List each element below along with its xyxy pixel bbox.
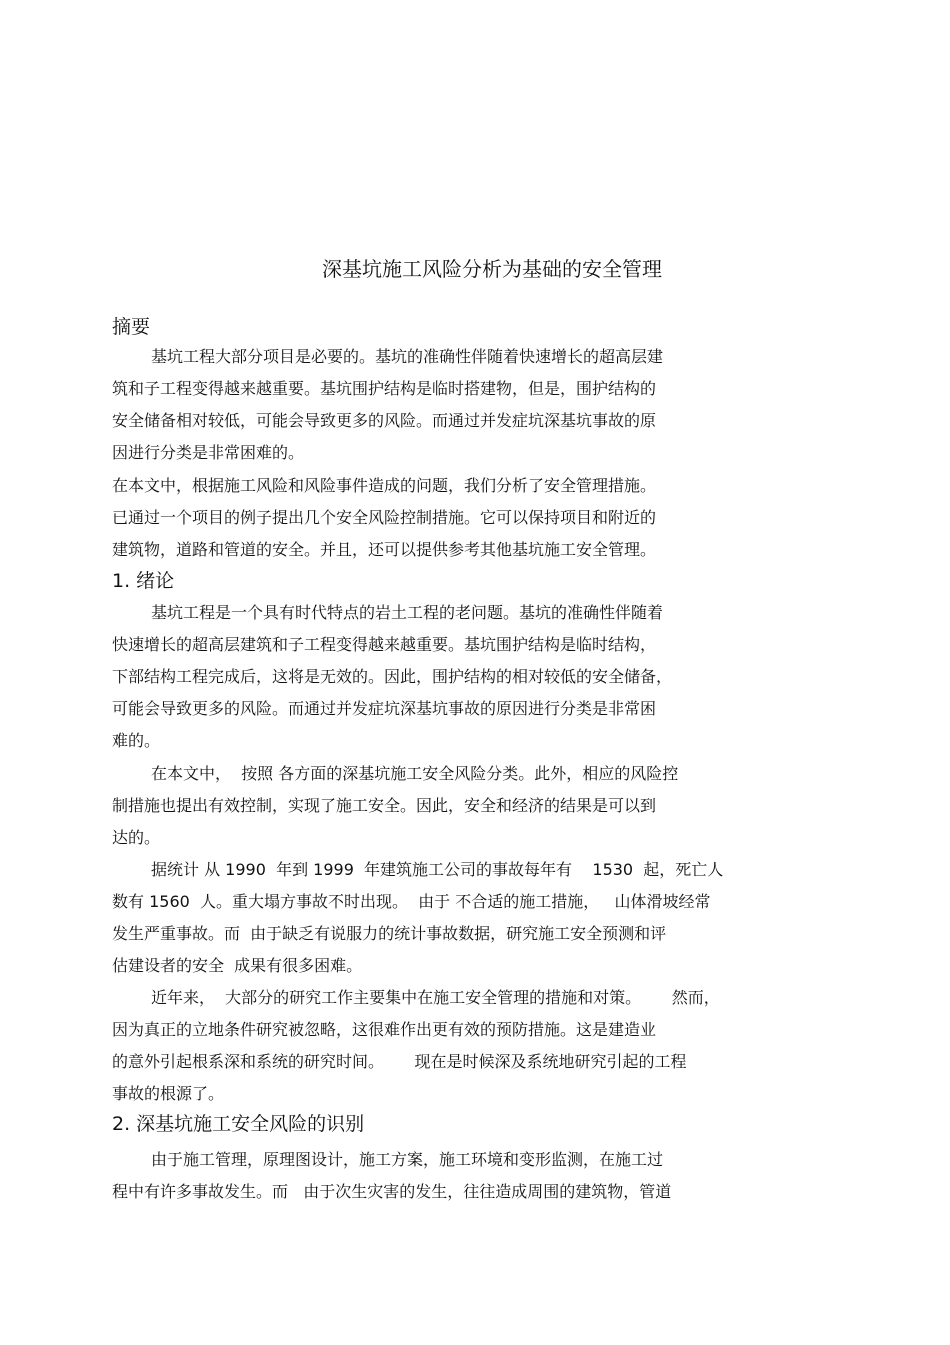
abstract-line: 已通过一个项目的例子提出几个安全风险控制措施。它可以保持项目和附近的 [112, 508, 657, 527]
document-title: 深基坑施工风险分析为基础的安全管理 [322, 257, 662, 281]
body-line: 快速增长的超高层建筑和子工程变得越来越重要。基坑围护结构是临时结构， [112, 635, 657, 654]
body-line: 的意外引起根系深和系统的研究时间。 现在是时候深及系统地研究引起的工程 [112, 1052, 687, 1071]
body-line: 因为真正的立地条件研究被忽略，这很难作出更有效的预防措施。这是建造业 [112, 1020, 657, 1039]
body-line: 数有 1560 人。重大塌方事故不时出现。 由于 不合适的施工措施， 山体滑坡经常 [112, 892, 711, 911]
body-line: 可能会导致更多的风险。而通过并发症坑深基坑事故的原因进行分类是非常困 [112, 699, 657, 718]
body-line: 达的。 [112, 828, 161, 847]
body-line: 基坑工程是一个具有时代特点的岩土工程的老问题。基坑的准确性伴随着 [151, 603, 664, 622]
abstract-heading: 摘要 [112, 316, 151, 338]
body-line: 在本文中， 按照 各方面的深基坑施工安全风险分类。此外，相应的风险控 [151, 764, 679, 783]
abstract-line: 因进行分类是非常困难的。 [112, 443, 305, 462]
body-line: 据统计 从 1990 年到 1999 年建筑施工公司的事故每年有 1530 起，死亡人 [151, 860, 724, 879]
body-line: 事故的根源了。 [112, 1084, 225, 1103]
abstract-line: 安全储备相对较低，可能会导致更多的风险。而通过并发症坑深基坑事故的原 [112, 411, 657, 430]
abstract-line: 建筑物，道路和管道的安全。并且，还可以提供参考其他基坑施工安全管理。 [112, 540, 657, 559]
abstract-line: 在本文中，根据施工风险和风险事件造成的问题，我们分析了安全管理措施。 [112, 476, 657, 495]
body-line: 发生严重事故。而 由于缺乏有说服力的统计事故数据，研究施工安全预测和评 [112, 924, 667, 943]
section-heading: 2. 深基坑施工安全风险的识别 [112, 1113, 365, 1135]
abstract-line: 基坑工程大部分项目是必要的。基坑的准确性伴随着快速增长的超高层建 [151, 347, 664, 366]
body-line: 程中有许多事故发生。而 由于次生灾害的发生，往往造成周围的建筑物，管道 [112, 1182, 672, 1201]
body-line: 制措施也提出有效控制，实现了施工安全。因此，安全和经济的结果是可以到 [112, 796, 657, 815]
body-line: 下部结构工程完成后，这将是无效的。因此，围护结构的相对较低的安全储备， [112, 667, 673, 686]
body-line: 由于施工管理，原理图设计，施工方案，施工环境和变形监测，在施工过 [151, 1150, 664, 1169]
section-heading: 1. 绪论 [112, 570, 175, 592]
body-line: 估建设者的安全 成果有很多困难。 [112, 956, 363, 975]
body-line: 近年来， 大部分的研究工作主要集中在施工安全管理的措施和对策。 然而， [151, 988, 720, 1007]
body-line: 难的。 [112, 731, 161, 750]
abstract-line: 筑和子工程变得越来越重要。基坑围护结构是临时搭建物，但是，围护结构的 [112, 379, 657, 398]
